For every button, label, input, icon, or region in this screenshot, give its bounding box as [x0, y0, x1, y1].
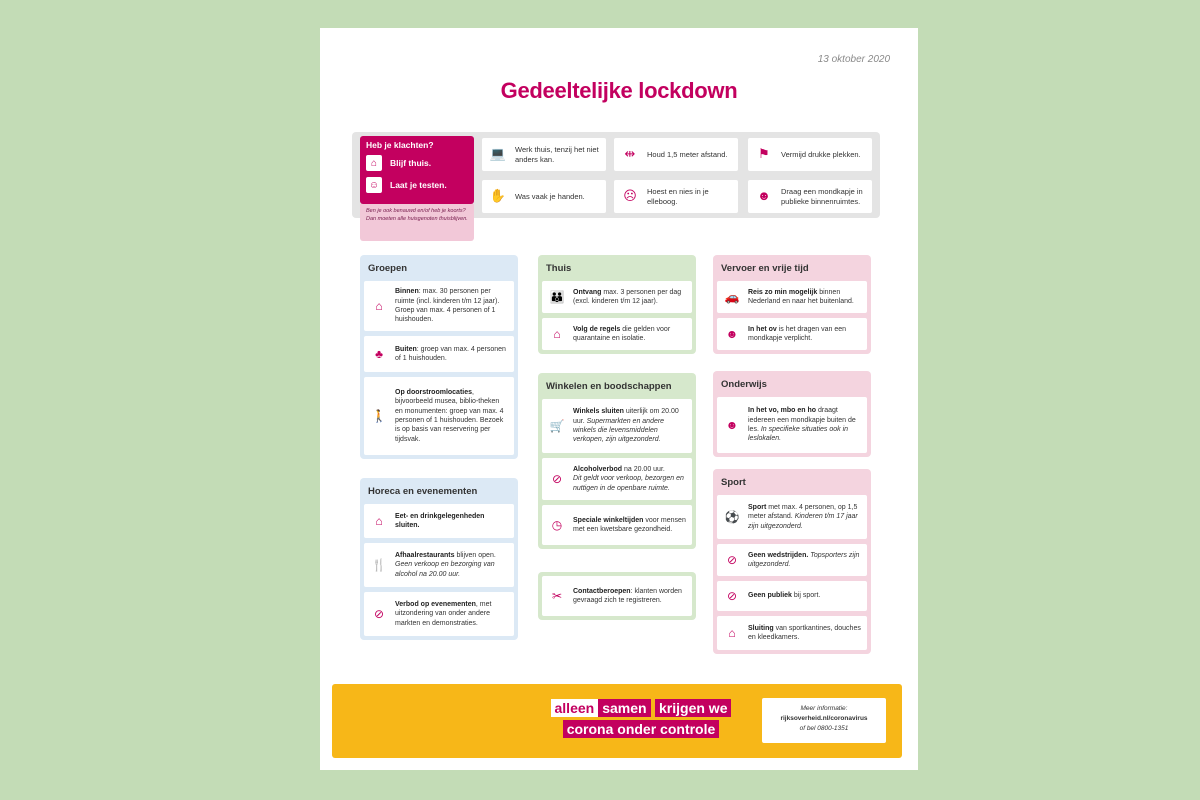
section-title: Groepen — [368, 263, 408, 274]
section-sport — [713, 469, 871, 654]
rule-face-mask: ☻ Draag een mondkapje in publieke binnenruimtes. — [748, 180, 872, 213]
list-item: ⌂ Sluiting van sportkantines, douches en kleedkamers. — [717, 616, 867, 650]
no-events-icon: ⊘ — [373, 606, 385, 621]
cutlery-icon: 🍴 — [371, 557, 387, 572]
list-item: ⊘ Verbod op evenementen, met uitzondering van onder andere markten en demonstraties. — [364, 592, 514, 636]
shopping-cart-icon: 🛒 — [549, 418, 565, 433]
section-horeca — [360, 478, 518, 640]
list-item: ⊘ Geen wedstrijden. Topsporters zijn uitgezonderd. — [717, 544, 867, 576]
section-title: Sport — [721, 477, 746, 488]
slogan — [526, 698, 756, 740]
list-item: 👪 Ontvang max. 3 personen per dag (excl. kinderen t/m 12 jaar). — [542, 281, 692, 313]
rule-sneeze: ☹ Hoest en nies in je elleboog. — [614, 180, 738, 213]
rule-avoid-crowds: ⚑ Vermijd drukke plekken. — [748, 138, 872, 171]
poster — [320, 28, 918, 770]
test-swab-icon: ☺ — [366, 177, 382, 193]
section-winkelen — [538, 373, 696, 549]
rule-distance: ⇹ Houd 1,5 meter afstand. — [614, 138, 738, 171]
section-groepen — [360, 255, 518, 459]
list-item: ♣ Buiten: groep van max. 4 personen of 1 huishouden. — [364, 336, 514, 372]
list-item: ⊘ Geen publiek bij sport. — [717, 581, 867, 611]
slogan-word: corona onder controle — [563, 720, 720, 738]
laptop-icon: 💻 — [489, 146, 507, 162]
face-mask-icon: ☻ — [725, 417, 739, 432]
soccer-player-icon: ⚽ — [724, 509, 740, 524]
slogan-word: samen — [598, 699, 650, 717]
symptoms-box — [360, 136, 474, 204]
house-icon: ⌂ — [728, 625, 736, 640]
hand-wash-icon: ✋ — [489, 188, 507, 204]
list-item: 🚗 Reis zo min mogelijk binnen Nederland en naar het buitenland. — [717, 281, 867, 313]
car-icon: 🚗 — [724, 289, 740, 304]
list-item: ⚽ Sport met max. 4 personen, op 1,5 meter afstand. Kinderen t/m 17 jaar zijn uitgezonderd. — [717, 495, 867, 539]
house-icon: ⌂ — [366, 155, 382, 171]
symptoms-note: Ben je ook benauwd en/of heb je koorts? Dan moeten alle huisgenoten thuisblijven. — [360, 204, 474, 241]
list-item: ☻ In het vo, mbo en ho draagt iedereen een mondkapje buiten de les. In specifieke situaties ook in leslokalen. — [717, 397, 867, 453]
list-item: ⊘ Alcoholverbod na 20.00 uur. Dit geldt voor verkoop, bezorgen en nuttigen in de openbare ruimte. — [542, 458, 692, 500]
house-icon: ⌂ — [375, 298, 383, 313]
symptoms-heading: Heb je klachten? — [366, 140, 434, 150]
list-item: 🛒 Winkels sluiten uiterlijk om 20.00 uur. Supermarkten en andere winkels die levensmiddelen verkopen, zijn uitgezonderd. — [542, 399, 692, 453]
distance-icon: ⇹ — [624, 146, 636, 162]
list-item: ⌂ Volg de regels die gelden voor quarantaine en isolatie. — [542, 318, 692, 350]
list-item: ⌂ Binnen: max. 30 personen per ruimte (incl. kinderen t/m 12 jaar). Groep van max. 4 personen of 1 huishouden. — [364, 281, 514, 331]
section-onderwijs — [713, 371, 871, 457]
section-contactberoepen — [538, 572, 696, 620]
list-item: 🚶 Op doorstroomlocaties, bijvoorbeeld musea, biblio-theken en monumenten: groep van max. 4 personen of 1 huishouden. Bezoek is op basis van reservering per tijdsvak. — [364, 377, 514, 455]
section-vervoer — [713, 255, 871, 354]
sneeze-icon: ☹ — [623, 188, 637, 204]
list-item: ◷ Speciale winkeltijden voor mensen met een kwetsbare gezondheid. — [542, 505, 692, 545]
slogan-banner — [332, 684, 902, 758]
face-mask-icon: ☻ — [725, 326, 739, 341]
rule-wash-hands: ✋ Was vaak je handen. — [482, 180, 606, 213]
section-title: Thuis — [546, 263, 572, 274]
section-title: Vervoer en vrije tijd — [721, 263, 809, 274]
list-item: ☻ In het ov is het dragen van een mondkapje verplicht. — [717, 318, 867, 350]
info-label: Meer informatie: — [800, 705, 848, 712]
info-link[interactable]: rijksoverheid.nl/coronavirus — [780, 715, 868, 723]
info-phone: of bel 0800-1351 — [799, 725, 849, 733]
crowd-icon: ⚑ — [758, 146, 770, 162]
rule-work-home: 💻 Werk thuis, tenzij het niet anders kan. — [482, 138, 606, 171]
people-icon: 👪 — [549, 289, 565, 304]
list-item: 🍴 Afhaalrestaurants blijven open. Geen verkoop en bezorging van alcohol na 20.00 uur. — [364, 543, 514, 587]
page-title: Gedeeltelijke lockdown — [500, 78, 738, 103]
section-title: Horeca en evenementen — [368, 486, 478, 497]
get-tested-row: ☺ Laat je testen. — [366, 177, 468, 193]
house-icon: ⌂ — [553, 326, 561, 341]
section-title: Winkelen en boodschappen — [546, 381, 672, 392]
more-info-box — [762, 698, 886, 743]
section-title: Onderwijs — [721, 379, 767, 390]
list-item: ✂ Contactberoepen: klanten worden gevraagd zich te registreren. — [542, 576, 692, 616]
walking-people-icon: 🚶 — [371, 408, 387, 423]
no-trophy-icon: ⊘ — [726, 552, 738, 567]
list-item: ⌂ Eet- en drinkgelegenheden sluiten. — [364, 504, 514, 538]
section-thuis — [538, 255, 696, 354]
slogan-word: alleen — [551, 699, 599, 717]
stay-home-row: ⌂ Blijf thuis. — [366, 155, 468, 171]
date: 13 oktober 2020 — [817, 54, 890, 65]
hairdresser-icon: ✂ — [551, 588, 563, 603]
face-mask-icon: ☻ — [757, 188, 771, 204]
tree-icon: ♣ — [375, 346, 383, 361]
no-alcohol-icon: ⊘ — [551, 471, 563, 486]
no-audience-icon: ⊘ — [726, 588, 738, 603]
slogan-word: krijgen we — [655, 699, 731, 717]
restaurant-icon: ⌂ — [375, 513, 383, 528]
clock-icon: ◷ — [551, 517, 563, 532]
